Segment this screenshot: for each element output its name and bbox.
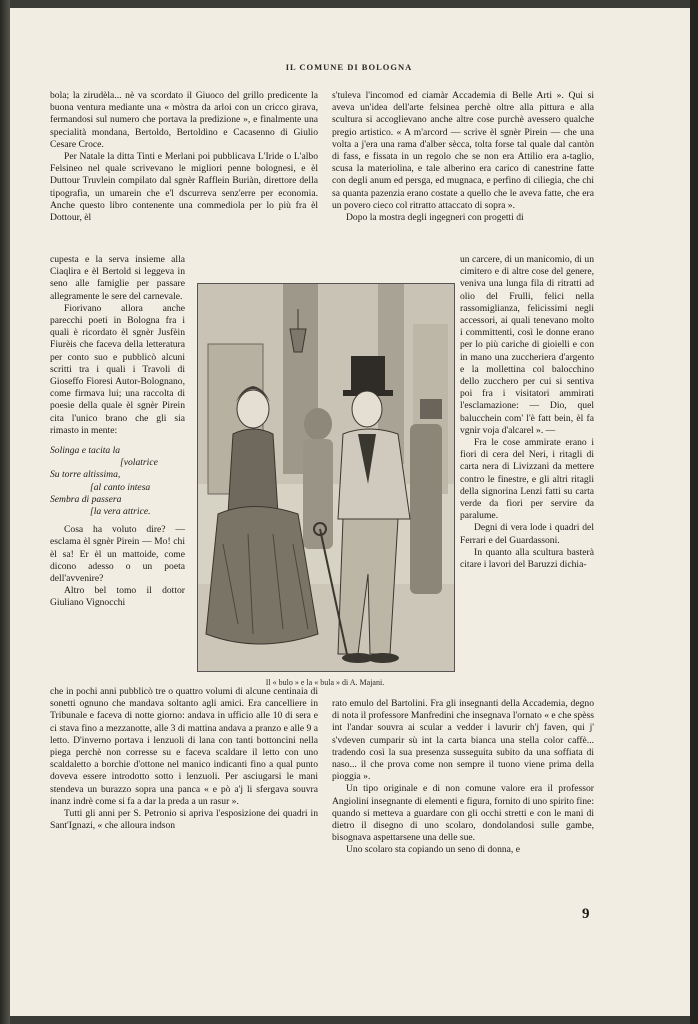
paragraph: Uno scolaro sta copiando un seno di donna, e [346, 844, 520, 856]
paragraph: Dopo la mostra degli ingegneri con progetti di [346, 212, 524, 224]
book-spine-shadow [0, 0, 10, 1024]
paragraph: Fiorivano allora anche parecchi poeti in Bologna fra i quali è ricordato èl sgnèr Jusfèin Fiurèis che faceva della letteratura per conto suo e pubblicò alcuni scritti tra i quali i Travoli di Gioseffo Fioresi Autor-Bolognano, come firmava lui; una raccolta di poesie della quale èl sgnèr Pirein cita l'unico brano che gli sia rimasto in mente: [50, 302, 185, 436]
poem-line: Sembra di passera [50, 493, 122, 505]
paragraph: un carcere, di un manicomio, di un cimitero e di altre cose del genere, veniva una lunga fila di ritratti ad olio del Frulli, felici nella rassomiglianza, felicissimi negli accessori, ai quali tenevano molto i committenti, così le donne erano per lo più cariche di gioielli e con in mano una zuccheriera d'argento e la mollettina col balocchino dello zucchero per cui si sentiva poi fra i visitatori ammirati l'esclamazione: — Dio, quel balucchein com' l'è fatt bein, èl fa vgnir voja d'alcarel ». — [460, 254, 594, 436]
left-column-narrow [50, 254, 185, 610]
figure-caption: Il « bulo » e la « bula » di A. Majani. [265, 678, 385, 687]
paragraph: In quanto alla scultura basterà citare i lavori del Baruzzi dichia- [460, 546, 594, 571]
poem-line: [volatrice [120, 457, 158, 469]
right-column-narrow [460, 254, 594, 571]
paragraph: rato emulo del Bartolini. Fra gli insegnanti della Accademia, degno di nota il professore Manfredini che insegnava l'ornato « e che spèss int l'andar souvra ai scular a vedder i lavurir ch'j faven, qui j' s'vdeven cumparir sù int la carta bianca una stella color caffè... tradendo così la sua presenza susseguita subito da una soffiata di naso... il che prova come non sempre il tuono viene prima della pioggia ». [332, 698, 595, 783]
paragraph: Degni di vera lode i quadri del Ferrari e del Guardassoni. [460, 522, 594, 546]
right-column-bottom [332, 698, 594, 857]
paragraph: Tutti gli anni per S. Petronio si apriva l'esposizione dei quadri in Sant'Ignazi, « che alloura indson [50, 808, 318, 832]
poem-line: Su torre altissima, [50, 469, 121, 481]
poem-line: Solinga e tacita la [50, 445, 121, 457]
paragraph: cupesta e la serva insieme alla Ciaqlira e èl Bertold si leggeva in seno alle famiglie per passare allegramente le sere del carnevale. [50, 254, 185, 302]
illustration-bulo-bula [197, 283, 455, 672]
paragraph: Fra le cose ammirate erano i fiori di cera del Neri, i ritagli di carta nera di Livizzani da mettere contro le finestre, e gli altri ritagli della signorina Lenzi fatti su carta verde da fiori per servire da paralume. [460, 437, 594, 522]
paragraph: Cosa ha voluto dire? — esclama èl sgnèr Pirein — Mo! chi èl sa! Er èl un mattoide, come dicono adesso o un poeta dell'avvenire? [50, 524, 185, 585]
running-header: IL COMUNE DI BOLOGNA [285, 62, 413, 72]
left-column-top [50, 90, 318, 224]
page-edge-shadow [690, 0, 698, 1024]
left-column-bottom [50, 686, 318, 832]
paragraph: che in pochi anni pubblicò tre o quattro volumi di alcune centinaia di sonetti ognuno che mandava soltanto agli amici. Era cancelliere in Tribunale e faceva di notte giorno: andava in ufficio alle 10 di sera e ci stava fino a mezzanotte, alle 3 di mattina andava a pranzo e alle 9 a letto. D'inverno portava i lenzuoli di lana con tanti bottoncini nella piega perchè non corresse su e faceva scaldare il letto con uno scaldaletto a borchie d'ottone nel manico indicanti fino a qual punto doveva essere introdotto sotto i lenzuoli. Per asciugarsi le mani stendeva un burazzo sopra una panca « e pò a'j li sfergava souvra inanz indrè come si fa a dar la preda a un rasur ». [50, 686, 318, 807]
poem-line: [la vera attrice. [90, 506, 151, 518]
paragraph: s'tuleva l'incomod ed ciamàr Accademia di Belle Arti ». Qui si aveva un'idea dell'arte felsinea perchè oltre alla pittura e alla scultura si accoglievano anche altre cose purchè avessero qualche pregio artistico. « A m'arcord — scrive èl sgnèr Pirein — che una volta a j'era una rama d'alber sècca, tolta forse tal quale dal cantòn di fass, e fissata in un regolo che se non era Attilio era a-taglio, scusa la materiolina, e tale alberino era carico di canestrine fatte con degli anum ed persga, ed mugnaca, e perfino di ciliegia, che chi sa quanta pazenzia erano costate a quello che le aveva fatte, che era un povero cieco col ritratto attaccato di sopra ». [332, 90, 594, 211]
poem-line: [al canto intesa [90, 481, 151, 493]
paragraph: Un tipo originale e di non comune valore era il professor Angiolini insegnante di elementi e figura, fornito di uno spirito fine: quando si metteva a guardare con gli occhi stretti e con le mani di dietro il disegno di uno scolaro, dondolandosi sulle gambe, bisognava aspettarsene una delle sue. [332, 783, 594, 844]
poem-excerpt [50, 445, 185, 518]
paragraph: Per Natale la ditta Tinti e Merlani poi pubblicava L'Iride o L'albo Felsineo nel quale scrivevano le migliori penne bolognesi, e èl Duttour Truvlein compilato dal sgnèr Rafflein Buriàn, direttore della tipografia, un umarein che e'l dscurreva senz'erre per economia. Anche questo libro contenente una commediola per lo più fra èl Dottour, èl [50, 151, 318, 224]
paragraph: bola; la zirudèla... nè va scordato il Giuoco del grillo predicente la buona ventura mediante una « mòstra da arloi con un cricco girava, fermandosi sul numero che portava la predizione », e finalmente una specialità mondana, Bertoldo, Bertoldino e Cacasenno di Giulio Cesare Croce. [50, 90, 318, 150]
engraving-illustration [198, 284, 454, 671]
right-column-top [332, 90, 594, 224]
paragraph: Altro bel tomo il dottor Giuliano Vignocchi [50, 585, 185, 609]
page-number: 9 [582, 906, 590, 922]
